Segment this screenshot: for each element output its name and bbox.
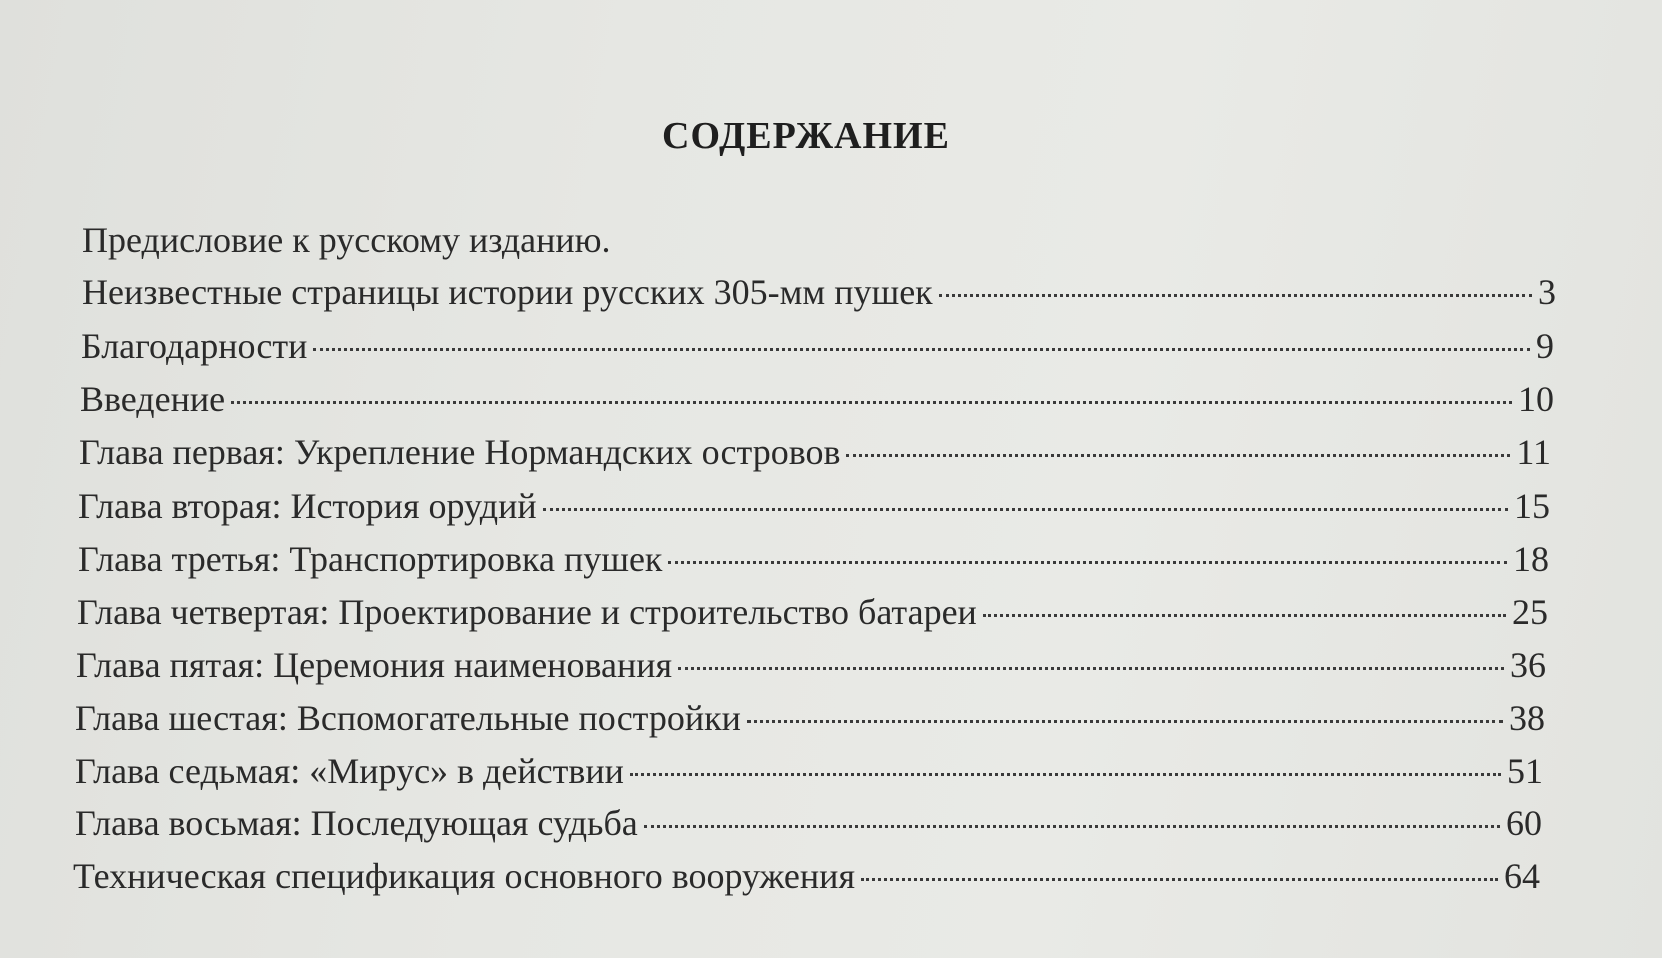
- toc-page-number: 10: [1518, 379, 1554, 419]
- dot-leader: [846, 454, 1510, 457]
- toc-entry: [79, 430, 1551, 474]
- dot-leader: [543, 508, 1508, 511]
- toc-page-number: 36: [1510, 645, 1546, 685]
- toc-entry-title: Введение: [80, 379, 226, 419]
- dot-leader: [983, 614, 1506, 617]
- toc-entry: [75, 749, 1543, 793]
- toc-entry-title: Неизвестные страницы истории русских 305-мм пушек: [82, 272, 933, 312]
- dot-leader: [313, 348, 1530, 351]
- toc-entry-title: Глава первая: Укрепление Нормандских островов: [79, 432, 841, 472]
- toc-entry-title: Благодарности: [81, 326, 308, 366]
- dot-leader: [747, 720, 1503, 723]
- dot-leader: [668, 561, 1507, 564]
- toc-entry: [76, 643, 1546, 687]
- toc-entry-title: Глава шестая: Вспомогательные постройки: [75, 698, 741, 738]
- dot-leader: [231, 401, 1512, 404]
- toc-entry-preface-heading: [82, 218, 611, 262]
- toc-entry: [82, 270, 1556, 314]
- toc-page-number: 9: [1536, 326, 1554, 366]
- dot-leader: [678, 667, 1504, 670]
- toc-entry: [75, 696, 1545, 740]
- toc-entry-title: Глава четвертая: Проектирование и строительство батареи: [77, 592, 977, 632]
- toc-page-number: 3: [1538, 272, 1556, 312]
- toc-page-number: 60: [1506, 803, 1542, 843]
- dot-leader: [630, 773, 1501, 776]
- toc-page-number: 38: [1509, 698, 1545, 738]
- toc-entry-title: Глава пятая: Церемония наименования: [76, 645, 673, 685]
- toc-entry-title: Глава седьмая: «Мирус» в действии: [75, 751, 624, 791]
- dot-leader: [644, 825, 1500, 828]
- toc-entry-title: Предисловие к русскому изданию.: [82, 220, 611, 260]
- toc-page-number: 25: [1512, 592, 1548, 632]
- dot-leader: [861, 878, 1498, 881]
- toc-page-number: 11: [1516, 432, 1551, 472]
- toc-entry: [73, 854, 1540, 898]
- toc-page-number: 18: [1513, 539, 1549, 579]
- dot-leader: [939, 294, 1532, 297]
- toc-entry: [78, 484, 1550, 528]
- toc-entry-title: Техническая спецификация основного вооружения: [73, 856, 855, 896]
- toc-entry-title: Глава вторая: История орудий: [78, 486, 537, 526]
- toc-entry-title: Глава восьмая: Последующая судьба: [75, 803, 638, 843]
- toc-page-number: 64: [1504, 856, 1540, 896]
- toc-page-number: 15: [1514, 486, 1550, 526]
- toc-entry: [77, 590, 1548, 634]
- toc-entry: [81, 324, 1554, 368]
- toc-entry-title: Глава третья: Транспортировка пушек: [78, 539, 663, 579]
- toc-entry: [75, 801, 1542, 845]
- toc-page-number: 51: [1507, 751, 1543, 791]
- page-title: СОДЕРЖАНИЕ: [662, 115, 950, 157]
- toc-entry: [80, 377, 1554, 421]
- toc-entry: [78, 537, 1549, 581]
